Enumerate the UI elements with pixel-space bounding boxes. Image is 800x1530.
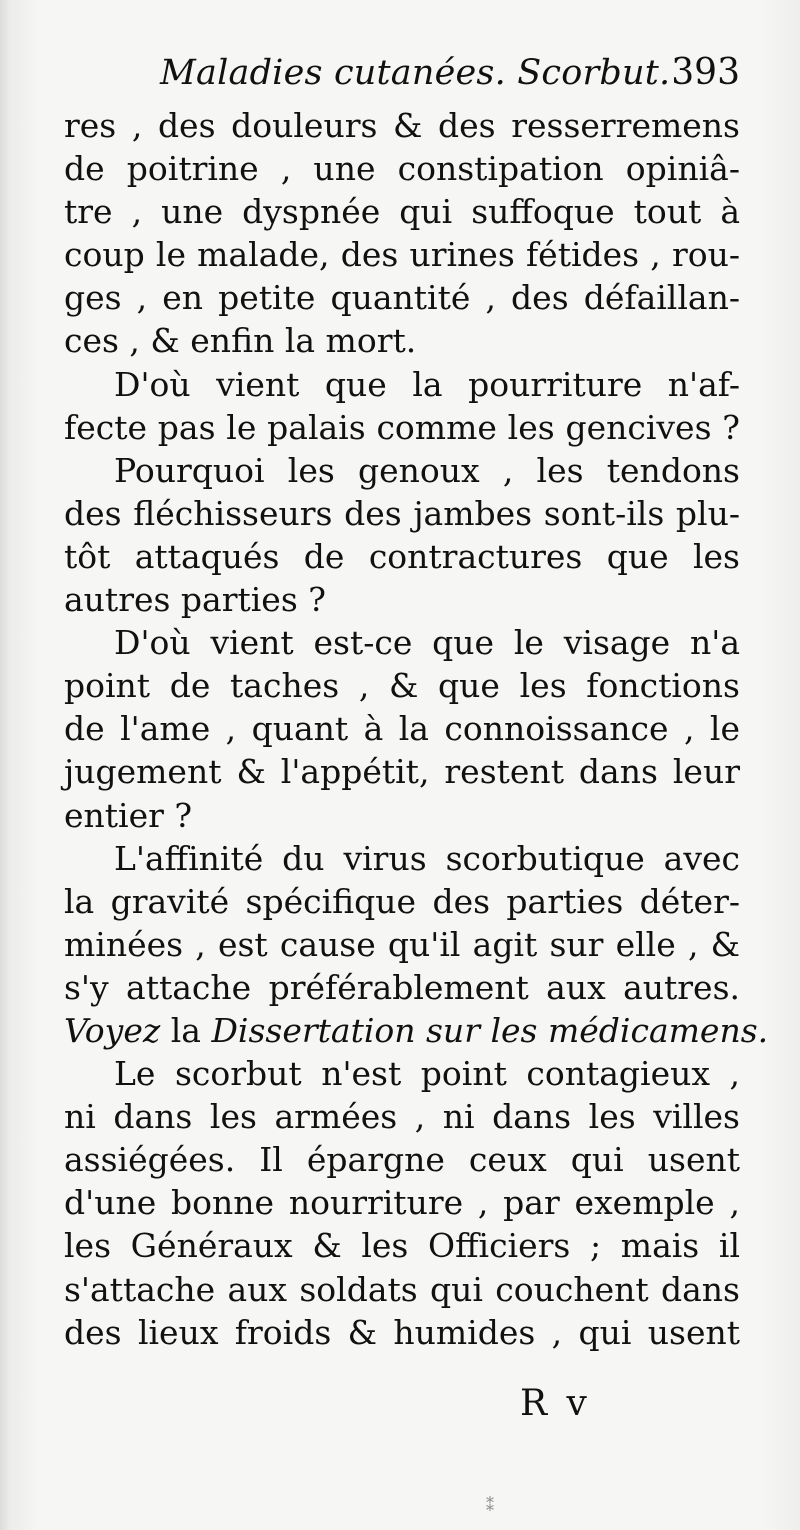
text-line: la gravité spécifique des parties déter-: [64, 881, 740, 921]
text-line: ges , en petite quantité , des défaillan-: [64, 278, 740, 318]
text-line: des fléchisseurs des jambes sont-ils plu-: [64, 493, 740, 533]
reference-line: [64, 1009, 769, 1052]
text-line: s'y attache préférablement aux autres.: [64, 967, 740, 1007]
text-line: L'affinité du virus scorbutique avec: [114, 838, 740, 878]
text-line: de l'ame , quant à la connoissance , le: [64, 709, 740, 749]
text-line: res , des douleurs & des resserremens: [64, 106, 740, 145]
text-line: de poitrine , une constipation opiniâ-: [64, 149, 740, 189]
text-line: autres parties ?: [64, 580, 326, 620]
page-header: [160, 48, 740, 98]
text-line: entier ?: [64, 795, 193, 835]
text-line: D'où vient est-ce que le visage n'a: [114, 623, 740, 663]
text-line: point de taches , & que les fonctions: [64, 666, 740, 706]
page-number: 393: [671, 52, 740, 93]
text-line: coup le malade, des urines fétides , rou-: [64, 235, 740, 275]
signature-mark: R v: [520, 1383, 591, 1424]
text-line: ces , & enfin la mort.: [64, 321, 417, 361]
text-line: tre , une dyspnée qui suffoque tout à: [64, 192, 740, 232]
reference-voyez: Voyez: [64, 1010, 161, 1050]
text-line: les Généraux & les Officiers ; mais il: [64, 1226, 740, 1266]
text-line: des lieux froids & humides , qui usent: [64, 1312, 740, 1352]
text-line: minées , est cause qu'il agit sur elle , &: [64, 924, 740, 964]
body-text: [64, 104, 769, 1354]
text-line: jugement & l'appétit, restent dans leur: [64, 752, 740, 792]
text-line: D'où vient que la pourriture n'af-: [114, 364, 740, 404]
ornament-icon: ⁑: [486, 1496, 494, 1515]
text-line: ni dans les armées , ni dans les villes: [64, 1097, 740, 1137]
text-line: assiégées. Il épargne ceux qui usent: [64, 1140, 740, 1180]
reference-la: la: [160, 1010, 212, 1050]
text-line: d'une bonne nourriture , par exemple ,: [64, 1183, 740, 1223]
text-line: Pourquoi les genoux , les tendons: [114, 450, 740, 490]
running-title: Maladies cutanées. Scorbut.: [160, 53, 671, 93]
text-line: s'attache aux soldats qui couchent dans: [64, 1269, 740, 1309]
text-line: fecte pas le palais comme les gencives ?: [64, 407, 740, 447]
text-line: tôt attaqués de contractures que les: [64, 536, 740, 576]
reference-title: Dissertation sur les médicamens.: [211, 1010, 769, 1050]
text-line: Le scorbut n'est point contagieux ,: [114, 1054, 740, 1094]
